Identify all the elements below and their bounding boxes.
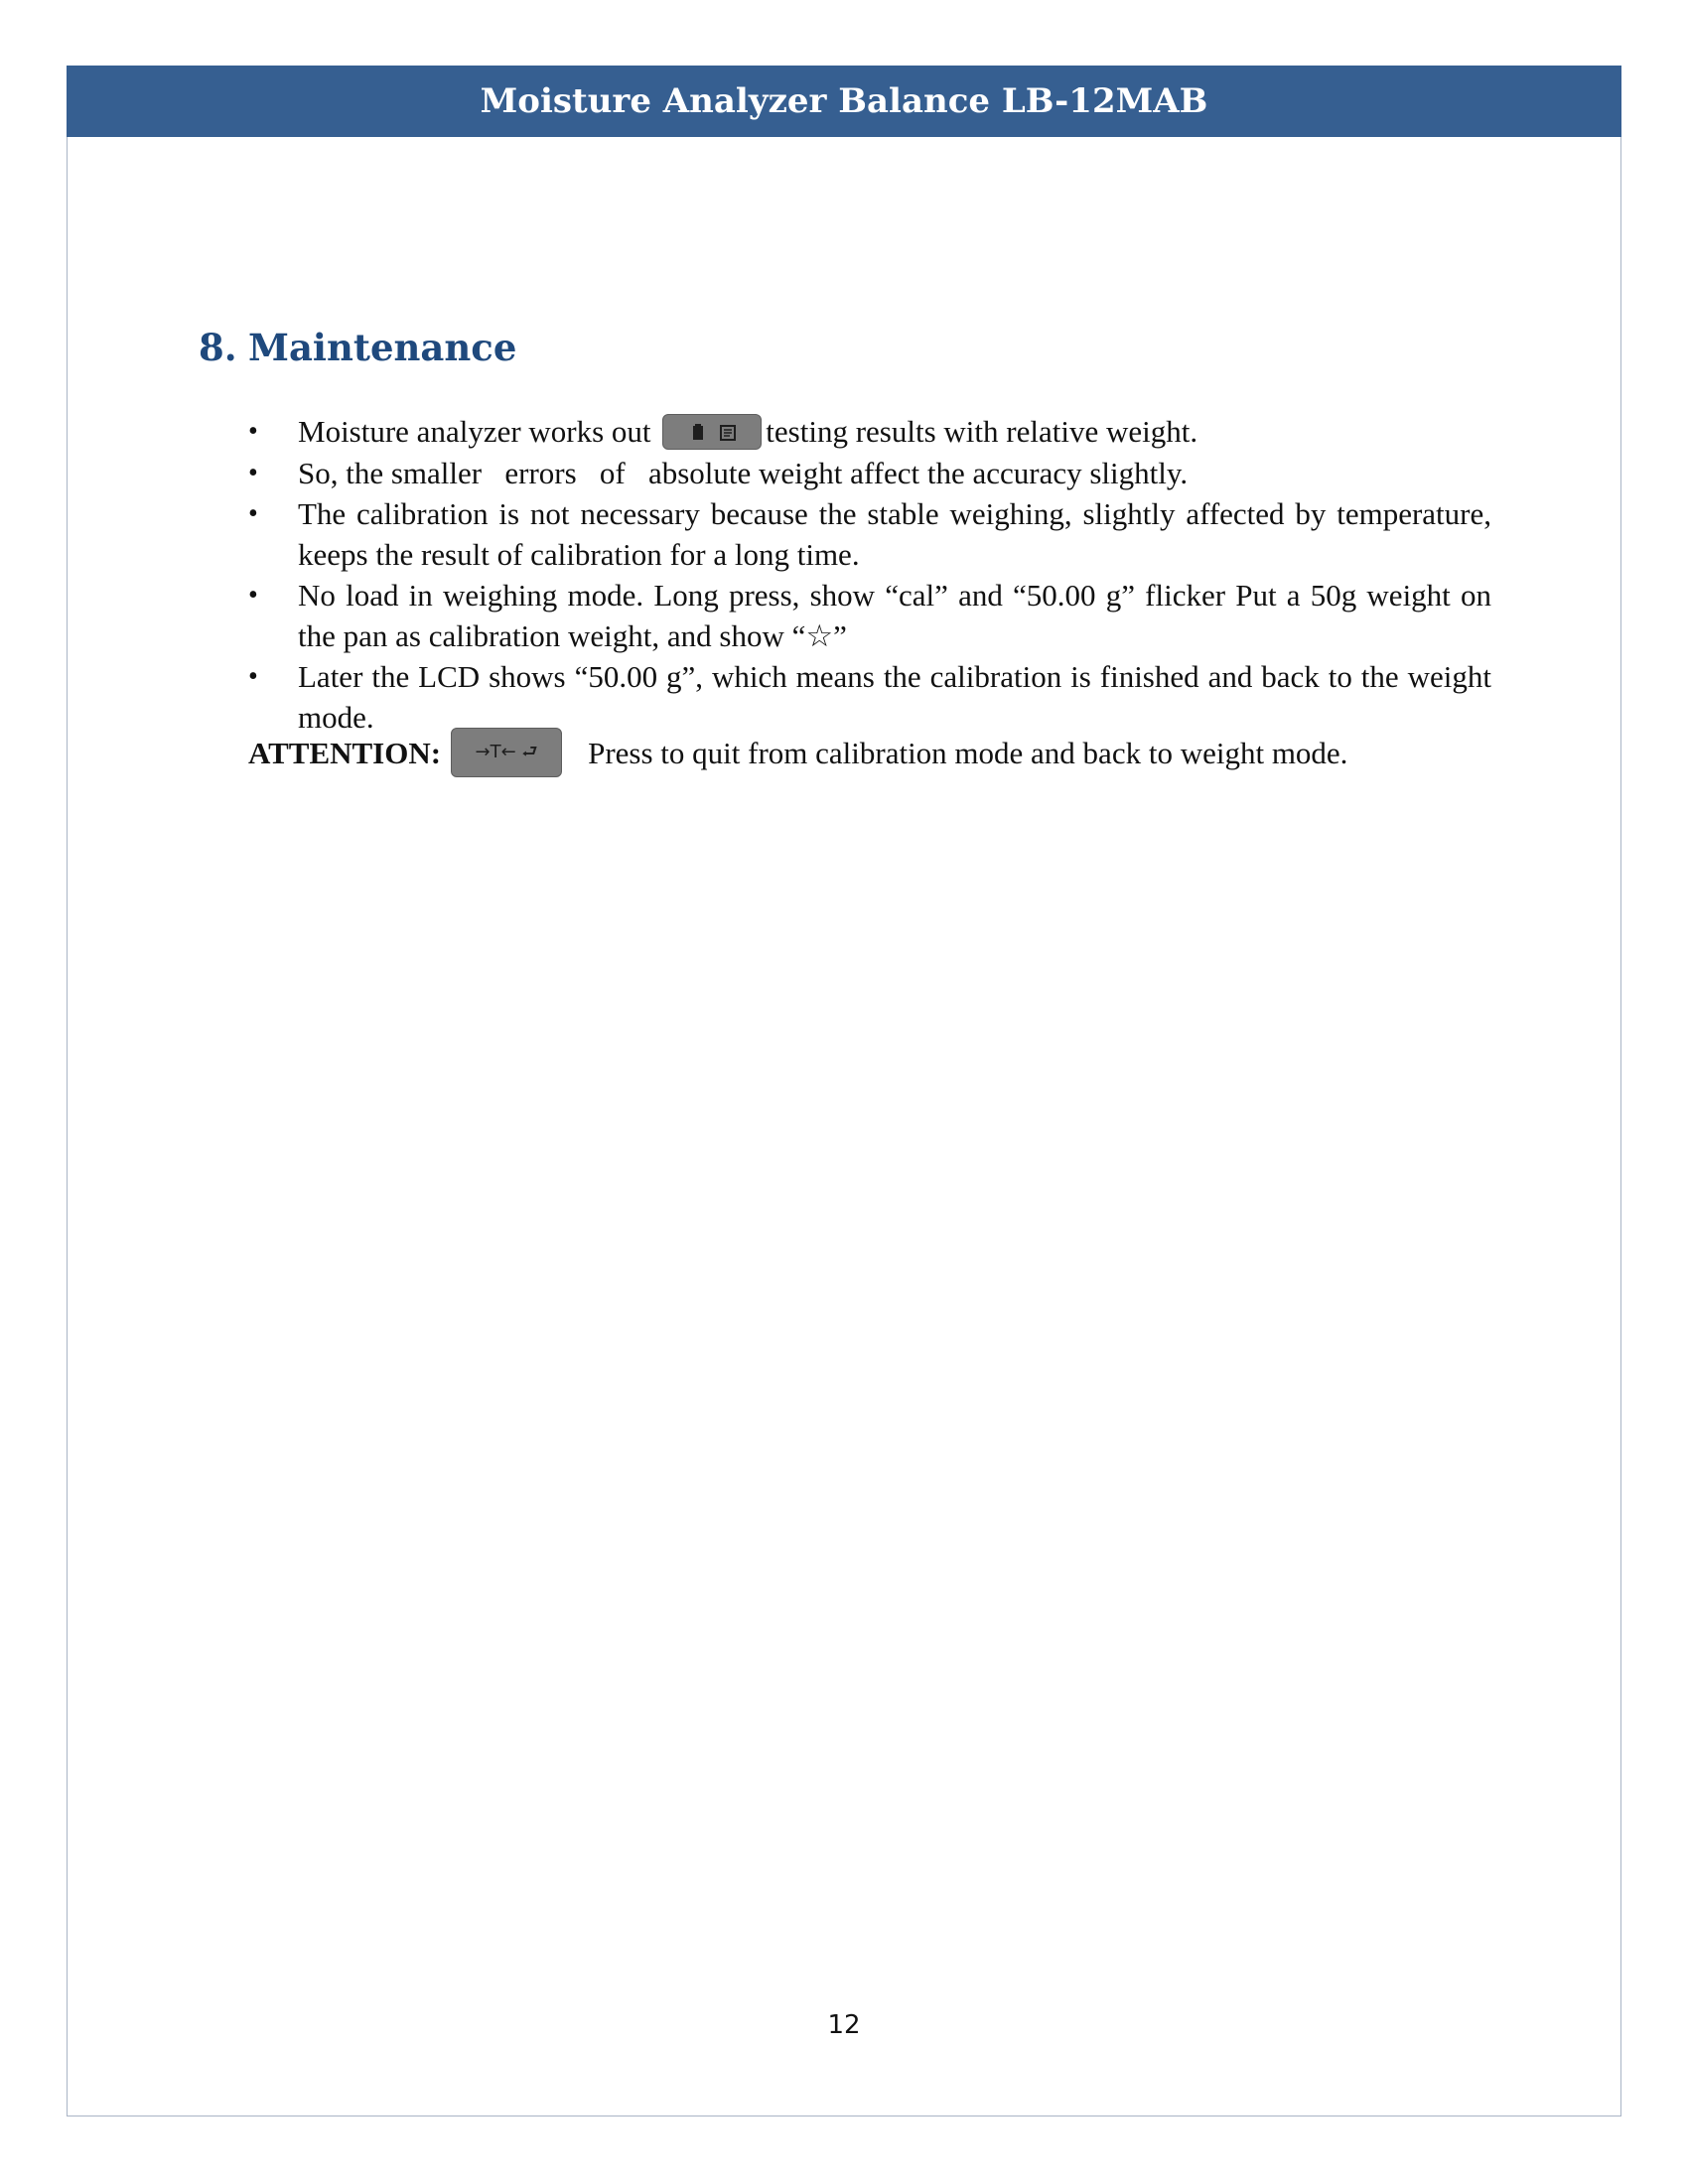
page-number: 12 <box>827 2010 861 2040</box>
document-header <box>67 66 1621 137</box>
bullet-icon: • <box>248 497 258 529</box>
section-title: Maintenance <box>248 326 517 369</box>
bullet-icon: • <box>248 416 258 447</box>
bullet-icon: • <box>248 457 258 488</box>
bullet-icon: • <box>248 660 258 692</box>
page-border <box>67 66 1621 2116</box>
tare-enter-key-icon: →T← ⮐ <box>451 728 562 777</box>
list-item <box>248 656 1491 738</box>
attention-label: ATTENTION: <box>248 736 442 770</box>
attention-note <box>248 729 1539 781</box>
section-number: 8. <box>199 326 237 369</box>
list-item-text: Later the LCD shows “50.00 g”, which means the calibration is finished and back to the weight mode. <box>298 658 1491 735</box>
section-heading <box>199 326 516 369</box>
list-item-text: The calibration is not necessary because the stable weighing, slightly affected by temperature, keeps the result of calibration for a long time. <box>298 495 1491 572</box>
list-item-text: No load in weighing mode. Long press, show “cal” and “50.00 g” flicker Put a 50g weight on the pan as calibration weight, and show “☆” <box>298 577 1491 653</box>
list-item-text-start: Moisture analyzer works out <box>298 414 651 449</box>
list-item-text-end: testing results with relative weight. <box>766 414 1198 449</box>
header-title: Moisture Analyzer Balance LB-12MAB <box>480 81 1208 121</box>
list-item <box>248 411 1491 453</box>
list-item-text: So, the smaller errors of absolute weight affect the accuracy slightly. <box>298 455 1189 490</box>
list-item <box>248 453 1491 493</box>
attention-text: Press to quit from calibration mode and back to weight mode. <box>588 736 1348 770</box>
maintenance-list <box>248 411 1491 738</box>
print-key-icon <box>662 414 762 450</box>
list-item <box>248 575 1491 656</box>
bullet-icon: • <box>248 579 258 611</box>
list-item <box>248 493 1491 575</box>
